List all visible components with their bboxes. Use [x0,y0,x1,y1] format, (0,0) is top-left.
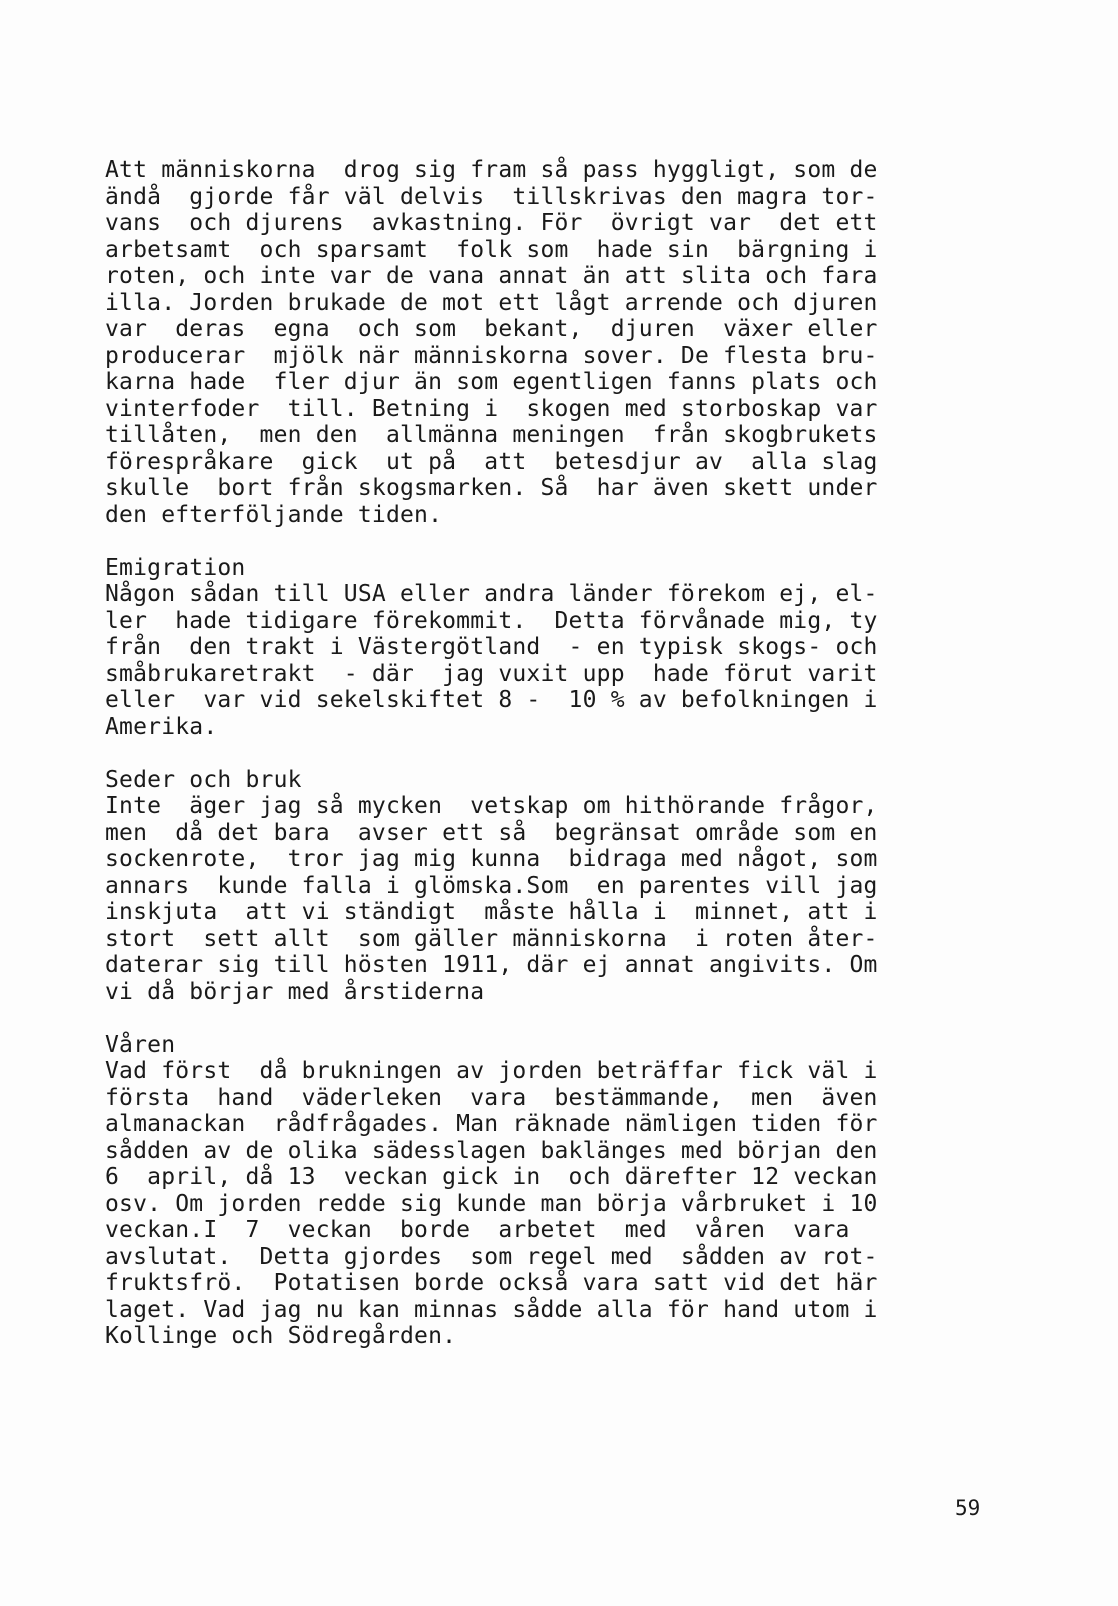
section-heading: Emigration [105,554,246,581]
paragraph-gap [105,528,985,555]
paragraph-gap [105,740,985,767]
text-line: roten, och inte var de vana annat än att slita och fara [105,263,878,289]
text-line: Någon sådan till USA eller andra länder förekom ej, el- [105,581,878,607]
text-line: daterar sig till hösten 1911, där ej annat angivits. Om [105,952,878,978]
text-line: eller var vid sekelskiftet 8 - 10 % av befolkningen i [105,687,878,713]
section-heading: Våren [105,1031,176,1058]
text-line: första hand väderleken vara bestämmande, men även [105,1084,878,1111]
text-line: annars kunde falla i glömska.Som en parentes vill jag [105,872,878,899]
text-line: ler hade tidigare förekommit. Detta förvånade mig, ty [105,607,878,634]
text-line: karna hade fler djur än som egentligen fanns plats och [105,369,878,395]
section-emigration [105,555,985,741]
text-line: producerar mjölk när människorna sover. De flesta bru- [105,342,878,369]
section-varen [105,1032,985,1350]
text-line: var deras egna och som bekant, djuren växer eller [105,316,878,342]
text-line: laget. Vad jag nu kan minnas sådde alla för hand utom i [105,1296,878,1323]
text-line: arbetsamt och sparsamt folk som hade sin bärgning i [105,236,878,263]
text-line: veckan.I 7 veckan borde arbetet med våren vara [105,1217,850,1243]
page-number: 59 [955,1496,981,1520]
text-line: Amerika. [105,713,218,740]
text-line: småbrukaretrakt - där jag vuxit upp hade förut varit [105,660,878,687]
paragraph-gap [105,1005,985,1032]
text-line: stort sett allt som gäller människorna i roten åter- [105,925,878,952]
text-line: Att människorna drog sig fram så pass hyggligt, som de [105,157,878,183]
paragraph-intro [105,157,985,528]
text-line: inskjuta att vi ständigt måste hålla i minnet, att i [105,899,878,925]
text-line: men då det bara avser ett så begränsat område som en [105,819,878,846]
text-line: illa. Jorden brukade de mot ett lågt arrende och djuren [105,289,878,316]
text-line: Kollinge och Södregården. [105,1323,457,1349]
section-seder-och-bruk [105,767,985,1006]
text-line: sådden av de olika sädesslagen baklänges med början den [105,1137,878,1164]
text-line: skulle bort från skogsmarken. Så har även skett under [105,475,878,501]
body-text [105,157,985,1350]
text-line: sockenrote, tror jag mig kunna bidraga med något, som [105,846,878,872]
text-line: den efterföljande tiden. [105,501,443,528]
text-line: almanackan rådfrågades. Man räknade nämligen tiden för [105,1111,878,1137]
text-line: ändå gjorde får väl delvis tillskrivas den magra tor- [105,183,878,210]
text-line: 6 april, då 13 veckan gick in och därefter 12 veckan [105,1164,878,1190]
text-line: tillåten, men den allmänna meningen från skogbrukets [105,422,878,448]
text-line: avslutat. Detta gjordes som regel med sådden av rot- [105,1243,878,1270]
text-line: osv. Om jorden redde sig kunde man börja vårbruket i 10 [105,1190,878,1217]
text-line: vinterfoder till. Betning i skogen med storboskap var [105,395,878,422]
text-line: fruktsfrö. Potatisen borde också vara satt vid det här [105,1270,878,1296]
text-line: Vad först då brukningen av jorden beträffar fick väl i [105,1058,878,1084]
section-heading: Seder och bruk [105,766,302,793]
text-line: från den trakt i Västergötland - en typisk skogs- och [105,634,878,660]
text-line: vi då börjar med årstiderna [105,978,485,1005]
text-line: vans och djurens avkastning. För övrigt var det ett [105,210,878,236]
text-line: Inte äger jag så mycken vetskap om hithörande frågor, [105,793,878,819]
text-line: förespråkare gick ut på att betesdjur av alla slag [105,448,878,475]
